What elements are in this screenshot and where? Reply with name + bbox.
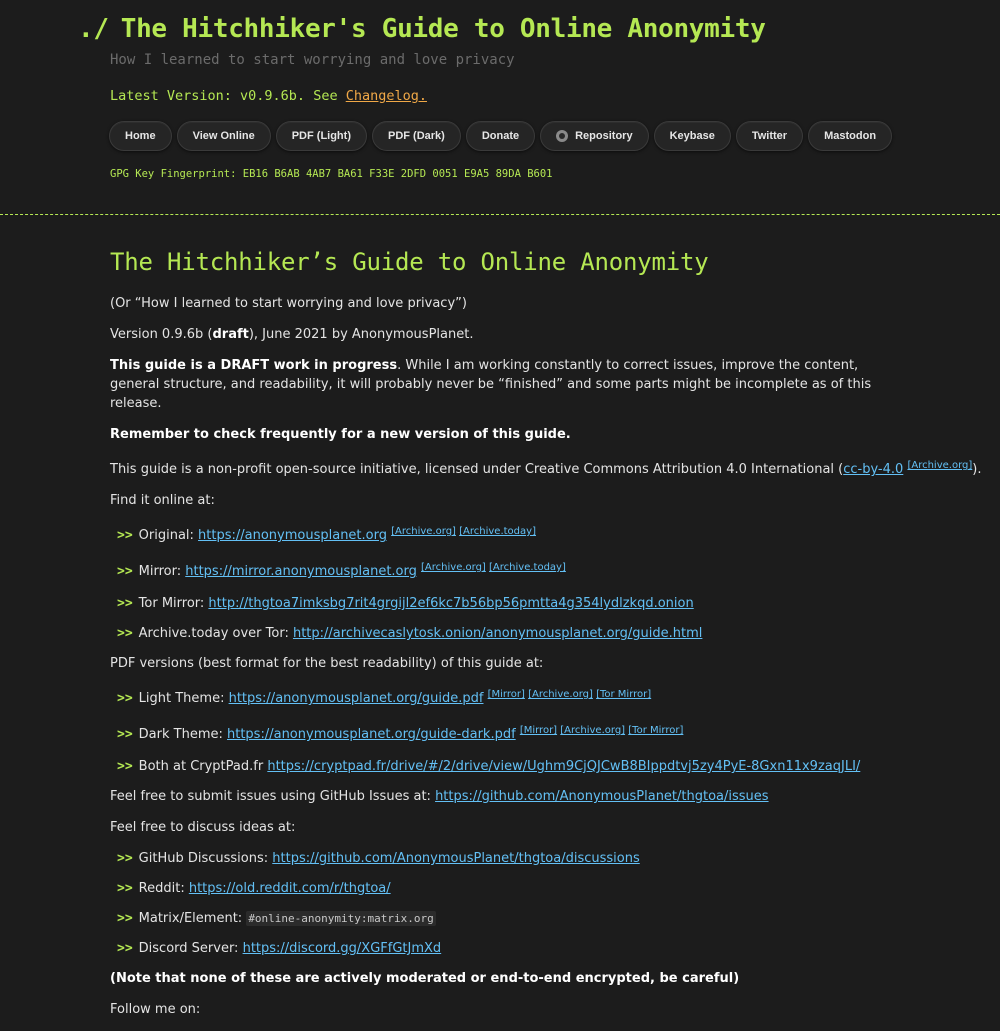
license-post: ). [972, 462, 982, 477]
discuss-intro: Feel free to discuss ideas at: [110, 820, 296, 835]
issues-pre: Feel free to submit issues using GitHub Issues at: [110, 789, 436, 804]
issues-link[interactable]: https://github.com/AnonymousPlanet/thgtoa/issues [435, 789, 769, 804]
mirror-link[interactable]: https://mirror.anonymousplanet.org [185, 564, 417, 579]
bullet-marker: >> [117, 911, 133, 926]
bullet-marker: >> [117, 596, 133, 611]
version-draft: draft [212, 327, 249, 342]
license-link[interactable]: cc-by-4.0 [843, 462, 904, 477]
bullet-marker: >> [117, 528, 133, 543]
home-button[interactable]: Home [109, 121, 172, 151]
license-pre: This guide is a non-profit open-source initiative, licensed under Creative Commons Attribution 4.0 International ( [110, 462, 844, 477]
list-item-label: Archive.today over Tor: [138, 626, 293, 641]
archive-org-link[interactable]: [Archive.org] [560, 725, 626, 736]
list-item [117, 685, 890, 708]
find-online-heading: Find it online at: [110, 493, 215, 508]
twitter-button[interactable]: Twitter [736, 121, 803, 151]
list-item-label: GitHub Discussions: [138, 851, 273, 866]
bullet-marker: >> [117, 626, 133, 641]
issues-paragraph [110, 787, 890, 806]
subtitle-paragraph: (Or “How I learned to start worrying and love privacy”) [110, 296, 467, 311]
nav-bar [109, 121, 892, 151]
view-online-button[interactable]: View Online [177, 121, 271, 151]
latest-version [110, 88, 427, 104]
bullet-marker: >> [117, 759, 133, 774]
list-item [117, 757, 890, 776]
list-item-label: Light Theme: [138, 691, 229, 706]
main-content [110, 248, 982, 1031]
list-item [117, 558, 890, 581]
list-item-label: Dark Theme: [138, 727, 227, 742]
bullet-marker: >> [117, 881, 133, 896]
version-post: ), June 2021 by AnonymousPlanet. [248, 327, 474, 342]
tor-mirror-ref-link[interactable]: [Tor Mirror] [628, 725, 684, 736]
ref-group [488, 689, 652, 700]
follow-heading: Follow me on: [110, 1002, 201, 1017]
bullet-marker: >> [117, 564, 133, 579]
ref-group [421, 562, 566, 573]
draft-bold: This guide is a DRAFT work in progress [110, 358, 398, 373]
list-item-label: Reddit: [138, 881, 189, 896]
site-header [0, 0, 1000, 215]
list-item [117, 594, 890, 613]
archive-org-link[interactable]: [Archive.org] [421, 562, 486, 573]
draft-paragraph [110, 356, 890, 413]
list-item-label: Discord Server: [138, 941, 243, 956]
list-item-label: Matrix/Element: [138, 911, 247, 926]
gpg-fingerprint: GPG Key Fingerprint: EB16 B6AB 4AB7 BA61 F33E 2DFD 0051 E9A5 89DA B601 [110, 168, 553, 180]
archive-today-link[interactable]: [Archive.today] [459, 526, 536, 537]
site-title [78, 14, 766, 44]
list-item [117, 522, 890, 545]
discord-link[interactable]: https://discord.gg/XGFfGtJmXd [242, 941, 442, 956]
latest-version-text: Latest Version: v0.9.6b. See [110, 88, 346, 104]
changelog-link[interactable]: Changelog. [345, 88, 427, 104]
mirror-ref-link[interactable]: [Mirror] [487, 689, 525, 700]
archive-today-link[interactable]: [Archive.today] [489, 562, 566, 573]
archive-org-link[interactable]: [Archive.org] [528, 689, 593, 700]
bullet-marker: >> [117, 727, 133, 742]
version-pre: Version 0.9.6b ( [110, 327, 213, 342]
list-item-label: Tor Mirror: [138, 596, 209, 611]
list-item-label: Original: [138, 528, 199, 543]
license-ref [907, 460, 972, 471]
repository-label: Repository [575, 130, 633, 142]
ref-group [391, 526, 536, 537]
version-paragraph [110, 325, 890, 344]
mastodon-button[interactable]: Mastodon [808, 121, 892, 151]
list-item [117, 721, 890, 744]
pdf-intro: PDF versions (best format for the best readability) of this guide at: [110, 656, 544, 671]
reddit-link[interactable]: https://old.reddit.com/r/thgtoa/ [188, 881, 391, 896]
tor-mirror-ref-link[interactable]: [Tor Mirror] [596, 689, 652, 700]
draft-rest: . While I am working constantly to correct issues, improve the content, general structure, and readability, it will probably never be “finished” and some parts might be incomplete as of this release. [110, 358, 872, 411]
remember-paragraph [110, 425, 890, 444]
document-title: The Hitchhiker’s Guide to Online Anonymity [110, 248, 709, 276]
archive-today-tor-link[interactable]: http://archivecaslytosk.onion/anonymousplanet.org/guide.html [292, 626, 703, 641]
list-item-label: Both at CryptPad.fr [138, 759, 268, 774]
note-text: (Note that none of these are actively moderated or end-to-end encrypted, be careful) [110, 971, 740, 986]
list-item [117, 879, 890, 898]
tor-mirror-link[interactable]: http://thgtoa7imksbg7rit4grgijl2ef6kc7b56bp56pmtta4g354lydlzkqd.onion [208, 596, 694, 611]
light-pdf-link[interactable]: https://anonymousplanet.org/guide.pdf [228, 691, 484, 706]
list-item-label: Mirror: [138, 564, 186, 579]
list-item [117, 849, 890, 868]
list-item [117, 939, 890, 958]
site-title-prefix: ./ [78, 14, 109, 44]
dark-pdf-link[interactable]: https://anonymousplanet.org/guide-dark.pdf [227, 727, 516, 742]
donate-button[interactable]: Donate [466, 121, 535, 151]
remember-text: Remember to check frequently for a new version of this guide. [110, 427, 571, 442]
bullet-marker: >> [117, 691, 133, 706]
pdf-dark-button[interactable]: PDF (Dark) [372, 121, 461, 151]
repository-button[interactable] [540, 121, 648, 151]
note-paragraph [110, 969, 890, 988]
bullet-marker: >> [117, 941, 133, 956]
github-discussions-link[interactable]: https://github.com/AnonymousPlanet/thgtoa/discussions [272, 851, 640, 866]
mirror-ref-link[interactable]: [Mirror] [519, 725, 558, 736]
list-item [117, 624, 890, 643]
github-icon [556, 130, 568, 142]
matrix-room-code: #online-anonymity:matrix.org [248, 912, 434, 925]
archive-org-link[interactable]: [Archive.org] [391, 526, 456, 537]
ref-group [520, 725, 684, 736]
bullet-marker: >> [117, 851, 133, 866]
cryptpad-link[interactable]: https://cryptpad.fr/drive/#/2/drive/view/Ughm9CjQJCwB8BIppdtvj5zy4PyE-8Gxn11x9zaqJLI/ [267, 759, 861, 774]
original-link[interactable]: https://anonymousplanet.org [198, 528, 387, 543]
site-subtitle: How I learned to start worrying and love privacy [110, 52, 515, 68]
pdf-light-button[interactable]: PDF (Light) [276, 121, 367, 151]
keybase-button[interactable]: Keybase [654, 121, 731, 151]
site-title-text: The Hitchhiker's Guide to Online Anonymity [120, 14, 766, 44]
list-item [117, 909, 890, 928]
license-archive-link[interactable]: [Archive.org] [907, 460, 973, 471]
license-paragraph [110, 456, 982, 479]
